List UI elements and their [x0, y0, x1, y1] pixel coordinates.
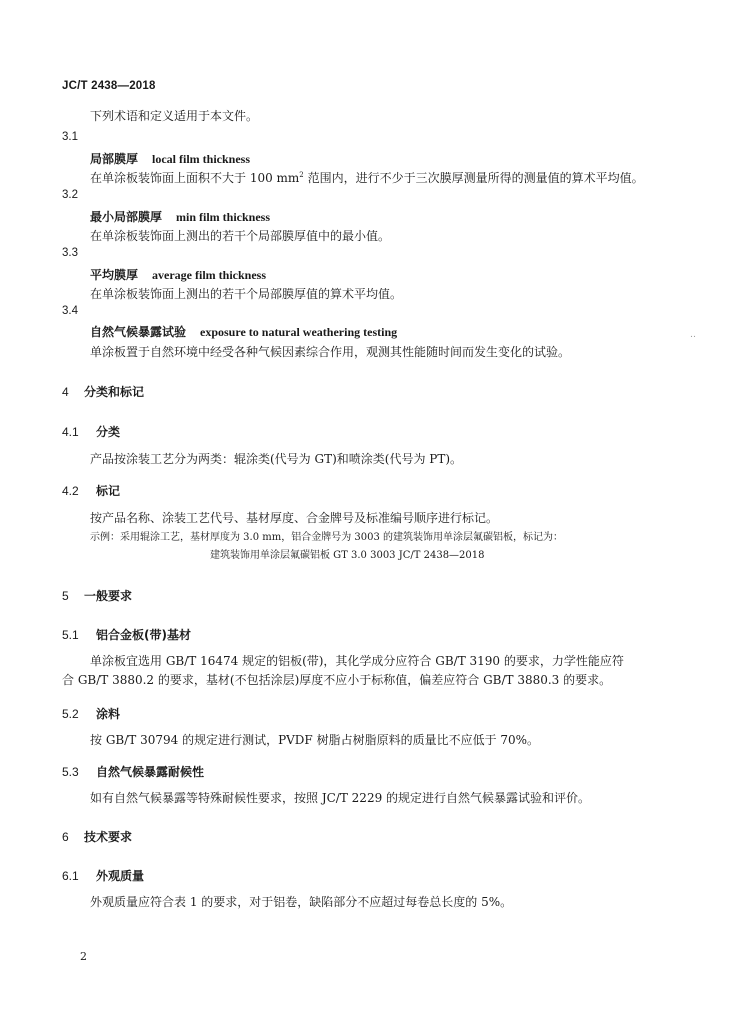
subsection-number: 6.1	[62, 869, 79, 883]
section-number: 5	[62, 589, 69, 603]
term-en: average film thickness	[152, 268, 266, 282]
subsection-number: 4.2	[62, 484, 79, 498]
subsection-heading	[62, 763, 204, 780]
standard-code: JC/T 2438—2018	[62, 80, 156, 92]
term-en: exposure to natural weathering testing	[200, 325, 398, 339]
subsection-title: 外观质量	[96, 869, 145, 883]
term-en: local film thickness	[152, 152, 251, 166]
subsection-number: 5.1	[62, 628, 79, 642]
section-heading	[62, 383, 144, 400]
term-number: 3.4	[62, 305, 78, 317]
subsection-heading	[62, 423, 120, 440]
superscript: 2	[299, 171, 304, 179]
section-heading	[62, 587, 132, 604]
section-title: 一般要求	[84, 589, 133, 603]
page-number: 2	[80, 950, 87, 963]
subsection-heading	[62, 705, 120, 722]
example-text: 示例：采用辊涂工艺，基材厚度为 3.0 mm，铝合金牌号为 3003 的建筑装饰用单涂层氟碳铝板，标记为：	[90, 532, 564, 543]
subsection-heading	[62, 867, 144, 884]
subsection-heading	[62, 626, 191, 643]
paragraph: 按产品名称、涂装工艺代号、基材厚度、合金牌号及标准编号顺序进行标记。	[90, 511, 499, 525]
term-number: 3.3	[62, 247, 78, 259]
subsection-number: 4.1	[62, 425, 79, 439]
subsection-number: 5.3	[62, 765, 79, 779]
section-number: 4	[62, 385, 69, 399]
subsection-title: 涂料	[96, 707, 121, 721]
term-title	[90, 150, 250, 167]
subsection-number: 5.2	[62, 707, 79, 721]
term-zh: 局部膜厚	[90, 152, 139, 166]
term-definition: 单涂板置于自然环境中经受各种气候因素综合作用，观测其性能随时间而发生变化的试验。	[90, 345, 571, 359]
term-title	[90, 208, 270, 225]
example-marking: 建筑装饰用单涂层氟碳铝板 GT 3.0 3003 JC/T 2438—2018	[210, 550, 485, 561]
section-title: 分类和标记	[84, 385, 145, 399]
paragraph: 如有自然气候暴露等特殊耐候性要求，按照 JC/T 2229 的规定进行自然气候暴露试验和评价。	[90, 791, 591, 805]
subsection-title: 分类	[96, 425, 121, 439]
section-heading	[62, 828, 132, 845]
term-number: 3.1	[62, 131, 78, 143]
paragraph: 外观质量应符合表 1 的要求，对于铝卷，缺陷部分不应超过每卷总长度的 5%。	[90, 895, 513, 909]
subsection-title: 标记	[96, 484, 121, 498]
term-title	[90, 323, 397, 340]
paragraph: 按 GB/T 30794 的规定进行测试，PVDF 树脂占树脂原料的质量比不应低于 70%。	[90, 733, 540, 747]
paragraph: 产品按涂装工艺分为两类：辊涂类(代号为 GT)和喷涂类(代号为 PT)。	[90, 452, 463, 466]
definition-part: 在单涂板装饰面上面积不大于 100 mm	[90, 171, 300, 185]
scan-artifact: ‥	[690, 330, 697, 340]
term-definition: 在单涂板装饰面上测出的若干个局部膜厚值中的最小值。	[90, 229, 391, 243]
subsection-title: 铝合金板(带)基材	[96, 628, 191, 642]
term-en: min film thickness	[176, 210, 271, 224]
term-definition	[90, 169, 644, 186]
paragraph-line: 合 GB/T 3880.2 的要求，基材(不包括涂层)厚度不应小于标称值，偏差应符合 GB/T 3880.3 的要求。	[62, 673, 612, 687]
term-number: 3.2	[62, 189, 78, 201]
paragraph-line: 单涂板宜选用 GB/T 16474 规定的铝板(带)，其化学成分应符合 GB/T 3190 的要求，力学性能应符	[90, 654, 624, 668]
intro-text: 下列术语和定义适用于本文件。	[90, 109, 259, 123]
term-zh: 自然气候暴露试验	[90, 325, 187, 339]
subsection-heading	[62, 482, 120, 499]
term-title	[90, 266, 266, 283]
definition-part: 范围内，进行不少于三次膜厚测量所得的测量值的算术平均值。	[303, 171, 644, 185]
section-number: 6	[62, 830, 69, 844]
subsection-title: 自然气候暴露耐候性	[96, 765, 205, 779]
term-zh: 平均膜厚	[90, 268, 139, 282]
section-title: 技术要求	[84, 830, 133, 844]
term-definition: 在单涂板装饰面上测出的若干个局部膜厚值的算术平均值。	[90, 287, 403, 301]
term-zh: 最小局部膜厚	[90, 210, 163, 224]
